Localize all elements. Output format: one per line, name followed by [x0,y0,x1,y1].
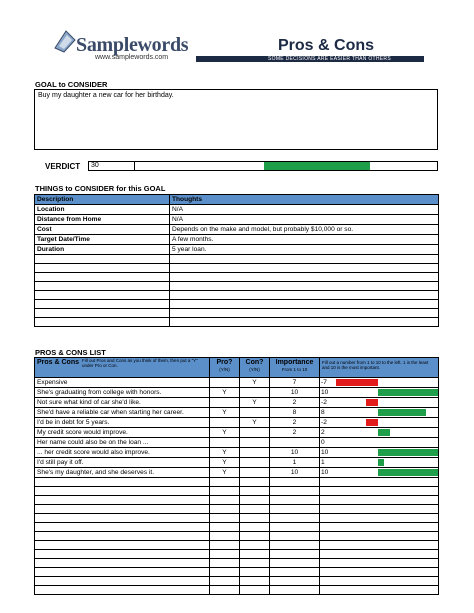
things-thoughts-cell[interactable] [170,318,439,327]
things-row [35,255,439,264]
pros-cons-row [35,448,439,458]
things-row [35,282,439,291]
con-score-bar [366,399,378,406]
con-score-bar [366,419,378,426]
importance-cell[interactable] [270,496,320,505]
things-row [35,300,439,309]
things-header-thoughts: Thoughts [170,195,439,205]
pros-cons-item-cell[interactable]: ... her credit score would also improve. [35,448,210,458]
verdict-box [88,161,438,171]
con-cell[interactable]: Y [240,378,270,388]
pro-header-label: Pro? [216,359,233,366]
pro-cell[interactable] [210,523,240,532]
score-value: 10 [321,449,329,456]
con-cell[interactable] [240,541,270,550]
importance-cell[interactable]: 1 [270,458,320,468]
goal-label: GOAL to CONSIDER [35,80,108,89]
con-cell[interactable] [240,559,270,568]
importance-cell[interactable] [270,514,320,523]
pro-cell[interactable]: Y [210,448,240,458]
things-description-cell[interactable] [35,300,170,309]
pros-cons-label: PROS & CONS LIST [35,348,106,357]
pros-cons-row [35,458,439,468]
pros-cons-item-cell[interactable] [35,487,210,496]
logo-text: Samplewords [76,34,189,56]
importance-cell[interactable] [270,438,320,448]
score-chart-cell [320,496,439,505]
importance-cell[interactable] [270,478,320,487]
score-chart-cell [320,458,439,468]
importance-cell[interactable] [270,523,320,532]
importance-cell[interactable] [270,532,320,541]
pros-cons-row [35,487,439,496]
things-thoughts-cell[interactable]: A few months. [170,235,439,245]
pros-cons-header-item-label: Pros & Cons [37,359,80,366]
pros-cons-row [35,496,439,505]
importance-cell[interactable]: 2 [270,418,320,428]
con-cell[interactable] [240,568,270,577]
pros-cons-row [35,388,439,398]
score-value: -2 [321,399,327,406]
pros-cons-item-cell[interactable]: Not sure what kind of car she'd like. [35,398,210,408]
con-cell[interactable] [240,577,270,586]
verdict-bar [264,162,370,170]
score-chart-cell [320,559,439,568]
pro-cell[interactable] [210,550,240,559]
things-thoughts-cell[interactable]: N/A [170,205,439,215]
pros-cons-header-pro [210,358,240,378]
pros-cons-body [35,378,439,595]
con-cell[interactable] [240,458,270,468]
pros-cons-row [35,378,439,388]
tagline: SOME DECISIONS ARE EASIER THAN OTHERS [268,56,391,62]
score-chart-cell [320,568,439,577]
importance-cell[interactable]: 8 [270,408,320,418]
score-value: 2 [321,429,325,436]
pro-cell[interactable]: Y [210,408,240,418]
score-chart-cell [320,505,439,514]
pro-score-bar [378,429,390,436]
importance-cell[interactable] [270,577,320,586]
importance-cell[interactable] [270,541,320,550]
pros-cons-item-cell[interactable] [35,505,210,514]
things-description-cell[interactable] [35,264,170,273]
importance-cell[interactable] [270,559,320,568]
things-description-cell[interactable] [35,273,170,282]
logo-url: www.samplewords.com [95,54,169,61]
pro-cell[interactable]: Y [210,468,240,478]
things-description-cell[interactable]: Location [35,205,170,215]
importance-cell[interactable] [270,505,320,514]
pro-cell[interactable]: Y [210,388,240,398]
pro-score-bar [378,469,438,476]
pro-cell[interactable] [210,532,240,541]
pros-cons-item-cell[interactable] [35,550,210,559]
things-row [35,318,439,327]
pros-cons-header-item [35,358,210,378]
importance-cell[interactable] [270,487,320,496]
pro-header-sub: (Y/N) [219,367,230,372]
score-value: 8 [321,409,325,416]
pro-score-bar [378,459,384,466]
pros-cons-item-cell[interactable] [35,496,210,505]
things-row [35,264,439,273]
pros-cons-item-cell[interactable]: My credit score would improve. [35,428,210,438]
score-chart-cell [320,586,439,595]
con-cell[interactable] [240,514,270,523]
con-cell[interactable] [240,388,270,398]
score-chart-cell [320,541,439,550]
pro-cell[interactable] [210,514,240,523]
things-row [35,273,439,282]
things-description-cell[interactable] [35,309,170,318]
pro-cell[interactable] [210,418,240,428]
pro-cell[interactable] [210,438,240,448]
score-chart-cell [320,428,439,438]
verdict-label: VERDICT [45,162,81,171]
pros-cons-row [35,478,439,487]
con-cell[interactable] [240,550,270,559]
things-description-cell[interactable] [35,255,170,264]
con-cell[interactable]: Y [240,398,270,408]
things-thoughts-cell[interactable] [170,255,439,264]
things-table [34,194,439,327]
pros-cons-item-cell[interactable] [35,478,210,487]
pros-cons-item-cell[interactable]: Expensive [35,378,210,388]
con-header-sub: (Y/N) [249,367,260,372]
importance-cell[interactable]: 2 [270,398,320,408]
con-cell[interactable] [240,478,270,487]
pros-cons-table [34,357,439,595]
pros-cons-header-item-note: Fill out Pros and Cons as you think of them, then put a "Y" under Pro or Con. [82,358,198,368]
importance-cell[interactable] [270,568,320,577]
score-value: 10 [321,389,329,396]
pro-cell[interactable] [210,577,240,586]
pros-cons-row [35,438,439,448]
things-thoughts-cell[interactable]: Depends on the make and model, but probably $10,000 or so. [170,225,439,235]
pros-cons-row [35,550,439,559]
things-description-cell[interactable] [35,291,170,300]
importance-cell[interactable]: 7 [270,378,320,388]
importance-cell[interactable]: 10 [270,468,320,478]
pros-cons-row [35,428,439,438]
importance-cell[interactable] [270,586,320,595]
verdict-divider [134,161,135,171]
score-value: 10 [321,469,329,476]
importance-cell[interactable]: 2 [270,428,320,438]
con-cell[interactable] [240,523,270,532]
score-chart-cell [320,523,439,532]
pros-cons-row [35,468,439,478]
things-row [35,235,439,245]
things-row [35,309,439,318]
things-description-cell[interactable]: Cost [35,225,170,235]
things-description-cell[interactable] [35,282,170,291]
pro-cell[interactable] [210,378,240,388]
pros-cons-row [35,514,439,523]
con-cell[interactable] [240,468,270,478]
pro-cell[interactable] [210,505,240,514]
score-chart-cell [320,532,439,541]
importance-header-sub: From 1 to 10 [281,367,308,372]
pros-cons-header-con [240,358,270,378]
score-chart-cell [320,448,439,458]
con-cell[interactable] [240,532,270,541]
pro-cell[interactable] [210,496,240,505]
con-cell[interactable] [240,586,270,595]
things-thoughts-cell[interactable]: N/A [170,215,439,225]
con-cell[interactable] [240,448,270,458]
scale-note: Fill out a number from 1 to 10 to the left. 1 is the least and 10 is the most important. [322,360,429,370]
score-chart-cell [320,487,439,496]
score-chart-cell [320,418,439,428]
pros-cons-row [35,418,439,428]
things-thoughts-cell[interactable]: 5 year loan. [170,245,439,255]
things-description-cell[interactable]: Target Date/Time [35,235,170,245]
score-value: -2 [321,419,327,426]
pros-cons-header-row [35,358,439,378]
pros-cons-item-cell[interactable]: She's my daughter, and she deserves it. [35,468,210,478]
pros-cons-item-cell[interactable] [35,559,210,568]
things-row [35,215,439,225]
score-chart-cell [320,438,439,448]
things-label: THINGS to CONSIDER for this GOAL [35,184,166,193]
things-description-cell[interactable]: Duration [35,245,170,255]
things-thoughts-cell[interactable] [170,264,439,273]
pros-cons-item-cell[interactable] [35,577,210,586]
score-chart-cell [320,378,439,388]
pro-cell[interactable] [210,568,240,577]
things-description-cell[interactable]: Distance from Home [35,215,170,225]
things-header-description: Description [35,195,170,205]
things-description-cell[interactable] [35,318,170,327]
pros-cons-item-cell[interactable]: She's graduating from college with honors. [35,388,210,398]
things-row [35,291,439,300]
pros-cons-header-importance [270,358,320,378]
pro-cell[interactable] [210,586,240,595]
score-chart-cell [320,388,439,398]
samplewords-logo-icon [52,28,78,54]
pros-cons-row [35,398,439,408]
pros-cons-row [35,577,439,586]
things-row [35,225,439,235]
importance-cell[interactable]: 10 [270,448,320,458]
score-chart-cell [320,514,439,523]
pros-cons-item-cell[interactable]: She'd have a reliable car when starting her career. [35,408,210,418]
pros-cons-row [35,586,439,595]
con-cell[interactable] [240,505,270,514]
score-value: 1 [321,459,325,466]
score-chart-cell [320,550,439,559]
verdict-value: 30 [91,162,99,169]
score-chart-cell [320,577,439,586]
pros-cons-row [35,505,439,514]
pros-cons-row [35,408,439,418]
things-row [35,245,439,255]
things-row [35,205,439,215]
con-score-bar [336,379,378,386]
things-thoughts-cell[interactable] [170,291,439,300]
pro-cell[interactable] [210,478,240,487]
pro-cell[interactable]: Y [210,458,240,468]
pro-cell[interactable] [210,559,240,568]
pro-cell[interactable]: Y [210,428,240,438]
con-cell[interactable]: Y [240,418,270,428]
con-header-label: Con? [245,359,264,366]
document-title: Pros & Cons [278,37,375,54]
score-chart-cell [320,408,439,418]
pro-cell[interactable] [210,487,240,496]
pros-cons-row [35,541,439,550]
pros-cons-row [35,532,439,541]
pros-cons-item-cell[interactable] [35,586,210,595]
score-chart-cell [320,468,439,478]
con-cell[interactable] [240,496,270,505]
importance-header-label: Importance [275,359,314,366]
con-cell[interactable] [240,408,270,418]
pros-cons-item-cell[interactable] [35,568,210,577]
con-cell[interactable] [240,487,270,496]
things-thoughts-cell[interactable] [170,309,439,318]
pros-cons-header-scale [320,358,439,378]
score-value: 0 [321,439,325,446]
pros-cons-item-cell[interactable]: I'd still pay it off. [35,458,210,468]
things-thoughts-cell[interactable] [170,282,439,291]
score-value: -7 [321,379,327,386]
score-chart-cell [320,478,439,487]
things-header-row [35,195,439,205]
goal-text-field[interactable]: Buy my daughter a new car for her birthday. [34,89,438,150]
pro-cell[interactable] [210,398,240,408]
score-chart-cell [320,398,439,408]
pros-cons-item-cell[interactable]: Her name could also be on the loan ... [35,438,210,448]
pro-score-bar [378,449,438,456]
con-cell[interactable] [240,428,270,438]
pros-cons-row [35,568,439,577]
pros-cons-item-cell[interactable] [35,541,210,550]
things-thoughts-cell[interactable] [170,300,439,309]
pros-cons-row [35,559,439,568]
pros-cons-item-cell[interactable]: I'd be in debt for 5 years. [35,418,210,428]
pros-cons-item-cell[interactable] [35,523,210,532]
pro-score-bar [378,409,426,416]
pros-cons-item-cell[interactable] [35,532,210,541]
things-body [35,205,439,327]
con-cell[interactable] [240,438,270,448]
importance-cell[interactable]: 10 [270,388,320,398]
pro-cell[interactable] [210,541,240,550]
pros-cons-row [35,523,439,532]
things-thoughts-cell[interactable] [170,273,439,282]
pros-cons-item-cell[interactable] [35,514,210,523]
importance-cell[interactable] [270,550,320,559]
pro-score-bar [378,389,438,396]
